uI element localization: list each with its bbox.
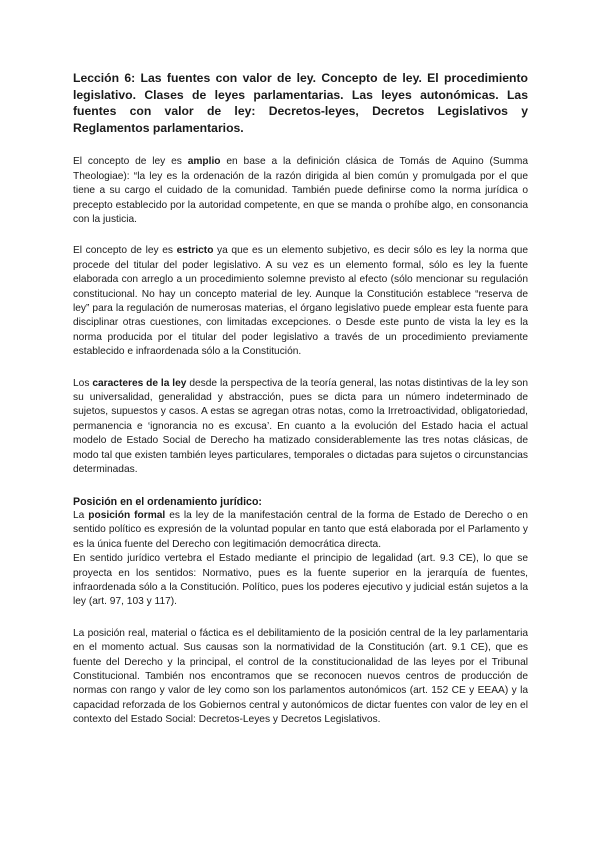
paragraph-text: ya que es un elemento subjetivo, es decir sólo es ley la norma que procede del titular del poder legislativo. A su vez es un elemento formal, sólo es ley la fuente elaborada con arreglo a un procedimiento solemne previsto al efecto (sólo mencionar su regulación constitucional. No hay un concepto material de ley. Aunque la Constitución establece “reserva de ley” para la regulación de numerosas materias, el órgano legislativo puede emplear esta fuente para disciplinar otras cuestiones, con limitadas excepciones. o Desde este punto de vista la ley es la norma producida por el titular del poder legislativo a través de un procedimiento previamente establecido e infraordenada sólo a la Constitución. — [73, 245, 529, 358]
paragraph-caracteres — [73, 377, 528, 478]
paragraph-posicion-real: La posición real, material o fáctica es el debilitamiento de la posición central de la ley parlamentaria en el momento actual. Sus causas son la normatividad de la Constitución (art. 9.1 CE), que es fuente del Derecho y la principal, el control de la constitucionalidad de las leyes por el Tribunal Constitucional. También nos encontramos que se reconocen nuevos centros de producción de normas con rango y valor de ley como son los parlamentos autonómicos (art. 152 CE y EEAA) y la capacidad reforzada de los Gobiernos central y autonómicos de dictar fuentes con valor de ley en el contexto del Estado Social: Decretos-Leyes y Decretos Legislativos. — [73, 627, 528, 726]
paragraph-posicion-formal — [73, 509, 528, 552]
paragraph-text: es la ley de la manifestación central de la forma de Estado de Derecho o en sentido político es expresión de la voluntad popular en tanto que está elaborada por el Parlamento y es la única fuente del Derecho con legitimación democrática directa. — [73, 509, 528, 550]
paragraph-text: La — [73, 509, 89, 521]
paragraph-text: desde la perspectiva de la teoría general, las notas distintivas de la ley son su universalidad, generalidad y abstracción, pues se dicta para un número indeterminado de sujetos, supuestos y casos. A estas se agregan otras notas, como la Irretroactividad, obligatoriedad, permanencia e ‘ignorancia no es excusa’. En cuanto a la evolución del Estado hacia el actual modelo de Estado Social de Derecho ha matizado considerablemente las tres notas clásicas, de modo tal que existen también leyes particulares, temporales o dictadas para sujetos o circunstancias determinadas. — [73, 377, 528, 476]
paragraph-estricto — [73, 244, 528, 359]
keyword-caracteres: caracteres de la ley — [92, 377, 187, 389]
paragraph-text: Los — [73, 377, 93, 389]
lesson-title: Lección 6: Las fuentes con valor de ley. Concepto de ley. El procedimiento legislativo. Clases de leyes parlamentarias. Las leyes autonómicas. Las fuentes con valor de ley: Decretos-leyes, Decretos Legislativos y Reglamentos parlamentarios. — [73, 71, 528, 135]
paragraph-text: en base a la definición clásica de Tomás de Aquino (Summa Theologiae): “la ley es la ordenación de la razón dirigida al bien común y promulgada por el que tiene a su cargo el cuidado de la comunidad. También puede definirse como la norma jurídica o precepto establecido por la autoridad competente, en que se manda o prohíbe algo, en consonancia con la justicia. — [73, 156, 529, 225]
keyword-estricto: estricto — [176, 245, 214, 257]
keyword-posicion-formal: posición formal — [88, 509, 166, 521]
paragraph-amplio — [73, 155, 528, 227]
paragraph-sentido-juridico: En sentido jurídico vertebra el Estado mediante el principio de legalidad (art. 9.3 CE), lo que se proyecta en los sentidos: Normativo, pues es la fuente superior en la jerarquía de fuentes, infraordenada sólo a la Constitución. Político, pues los poderes ejecutivo y judicial están sujetos a la ley (art. 97, 103 y 117). — [73, 553, 528, 608]
paragraph-text: El concepto de ley es — [73, 156, 188, 168]
keyword-amplio: amplio — [187, 156, 221, 168]
paragraph-text: El concepto de ley es — [73, 245, 177, 257]
section-heading: Posición en el ordenamiento jurídico: — [73, 495, 262, 508]
